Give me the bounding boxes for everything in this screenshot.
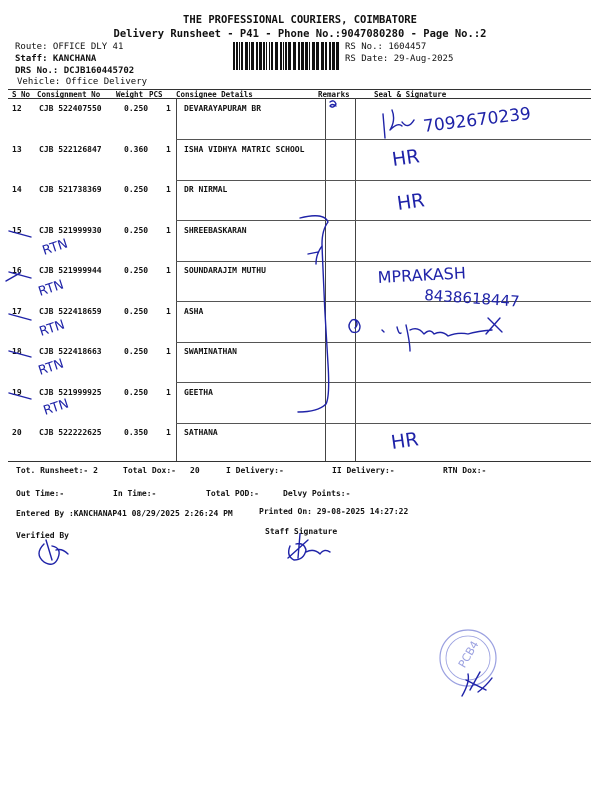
cell-consignment-no: CJB 521738369 — [39, 185, 102, 194]
entered-by: Entered By :KANCHANAP41 08/29/2025 2:26:24 PM — [16, 509, 233, 518]
cell-sno: 15 — [12, 226, 22, 235]
recipient-name-row16: MPRAKASH — [377, 263, 467, 287]
cell-sno: 13 — [12, 145, 22, 154]
rtn-mark-15: RTN — [40, 236, 70, 259]
rtn-mark-19: RTN — [41, 396, 71, 419]
strike-18 — [9, 351, 31, 357]
initials-row20: HR — [389, 428, 420, 454]
col-seal: Seal & Signature — [374, 90, 447, 99]
cell-pcs: 1 — [166, 266, 171, 275]
cell-consignment-no: CJB 521999925 — [39, 388, 102, 397]
cell-weight: 0.250 — [124, 266, 149, 275]
stamp-text: PCB4 — [455, 638, 482, 671]
phone-row12: 7092670239 — [422, 103, 532, 137]
cell-pcs: 1 — [166, 226, 171, 235]
in-time: In Time:- — [113, 489, 157, 498]
cell-weight: 0.250 — [124, 347, 149, 356]
initials-row14: HR — [395, 189, 426, 215]
cell-consignment-no: CJB 522407550 — [39, 104, 102, 113]
rtn-mark-18: RTN — [36, 356, 66, 379]
total-dox-value: 20 — [190, 466, 200, 475]
cell-sno: 20 — [12, 428, 22, 437]
out-time: Out Time:- — [16, 489, 65, 498]
rtn-mark-17: RTN — [37, 317, 67, 340]
vehicle-label: Vehicle: Office Delivery — [17, 77, 148, 87]
company-title: THE PROFESSIONAL COURIERS, COIMBATORE — [183, 14, 417, 26]
rs-number: RS No.: 1604457 — [345, 42, 427, 52]
route-label: Route: OFFICE DLY 41 — [15, 42, 124, 52]
cell-weight: 0.250 — [124, 104, 149, 113]
cell-consignment-no: CJB 521999930 — [39, 226, 102, 235]
delvy-points: Delvy Points:- — [283, 489, 351, 498]
cell-pcs: 1 — [166, 428, 171, 437]
phone-row16: 8438618447 — [423, 286, 521, 311]
total-dox-label: Total Dox:- — [123, 466, 176, 475]
strike-16 — [6, 272, 31, 281]
ii-delivery: II Delivery:- — [332, 466, 395, 475]
cell-weight: 0.360 — [124, 145, 149, 154]
cell-pcs: 1 — [166, 104, 171, 113]
runsheet-subtitle: Delivery Runsheet - P41 - Phone No.:9047080280 - Page No.:2 — [113, 28, 487, 40]
cell-consignment-no: CJB 522418659 — [39, 307, 102, 316]
cell-consignee: DEVARAYAPURAM BR — [184, 104, 262, 113]
remark-mark — [330, 101, 336, 107]
signature-row17 — [382, 318, 502, 351]
cell-pcs: 1 — [166, 145, 171, 154]
cell-sno: 12 — [12, 104, 22, 113]
rtn-dox: RTN Dox:- — [443, 466, 487, 475]
cell-consignee: DR NIRMAL — [184, 185, 228, 194]
col-weight: Weight — [116, 90, 144, 99]
drs-number: DRS No.: DCJB160445702 — [15, 66, 135, 76]
cell-pcs: 1 — [166, 185, 171, 194]
cell-weight: 0.250 — [124, 388, 149, 397]
cell-sno: 16 — [12, 266, 22, 275]
bracket-stroke — [298, 216, 329, 412]
cell-consignee: ASHA — [184, 307, 204, 316]
cell-weight: 0.250 — [124, 185, 149, 194]
col-consignment: Consignment No — [37, 90, 101, 99]
total-pod: Total POD:- — [206, 489, 259, 498]
tot-runsheet: Tot. Runsheet:- 2 — [16, 466, 98, 475]
i-delivery: I Delivery:- — [226, 466, 284, 475]
cell-pcs: 1 — [166, 307, 171, 316]
cell-consignment-no: CJB 521999944 — [39, 266, 102, 275]
staff-signature — [288, 534, 330, 560]
cell-consignment-no: CJB 522126847 — [39, 145, 102, 154]
staff-signature-label: Staff Signature — [265, 527, 338, 536]
cell-pcs: 1 — [166, 388, 171, 397]
printed-on: Printed On: 29-08-2025 14:27:22 — [259, 507, 409, 516]
cell-consignee: SWAMINATHAN — [184, 347, 237, 356]
rs-date: RS Date: 29-Aug-2025 — [345, 54, 454, 64]
cell-consignee: SOUNDARAJIM MUTHU — [184, 266, 266, 275]
cell-weight: 0.250 — [124, 307, 149, 316]
signature-row12 — [383, 110, 414, 138]
cell-weight: 0.350 — [124, 428, 149, 437]
initials-row13: HR — [390, 145, 421, 171]
verified-by-label: Verified By — [16, 531, 69, 540]
cell-sno: 19 — [12, 388, 22, 397]
col-details: Consignee Details — [176, 90, 253, 99]
cell-consignee: SHREEBASKARAN — [184, 226, 247, 235]
cell-pcs: 1 — [166, 347, 171, 356]
strike-17 — [9, 314, 31, 320]
cell-consignee: SATHANA — [184, 428, 218, 437]
cell-sno: 14 — [12, 185, 22, 194]
verified-signature — [39, 540, 68, 564]
circle-mark — [349, 320, 360, 333]
staff-label: Staff: KANCHANA — [15, 54, 97, 64]
cell-consignee: GEETHA — [184, 388, 213, 397]
cell-consignment-no: CJB 522222625 — [39, 428, 102, 437]
cell-weight: 0.250 — [124, 226, 149, 235]
rtn-mark-16: RTN — [36, 277, 66, 300]
col-remarks: Remarks — [318, 90, 350, 99]
cell-consignment-no: CJB 522418663 — [39, 347, 102, 356]
cell-consignee: ISHA VIDHYA MATRIC SCHOOL — [184, 145, 305, 154]
col-sno: S No — [12, 90, 31, 99]
strike-15 — [9, 231, 31, 237]
cell-sno: 17 — [12, 307, 22, 316]
cell-sno: 18 — [12, 347, 22, 356]
col-pcs: PCS — [149, 90, 163, 99]
bracket-hook — [308, 246, 322, 264]
strike-19 — [9, 393, 31, 399]
